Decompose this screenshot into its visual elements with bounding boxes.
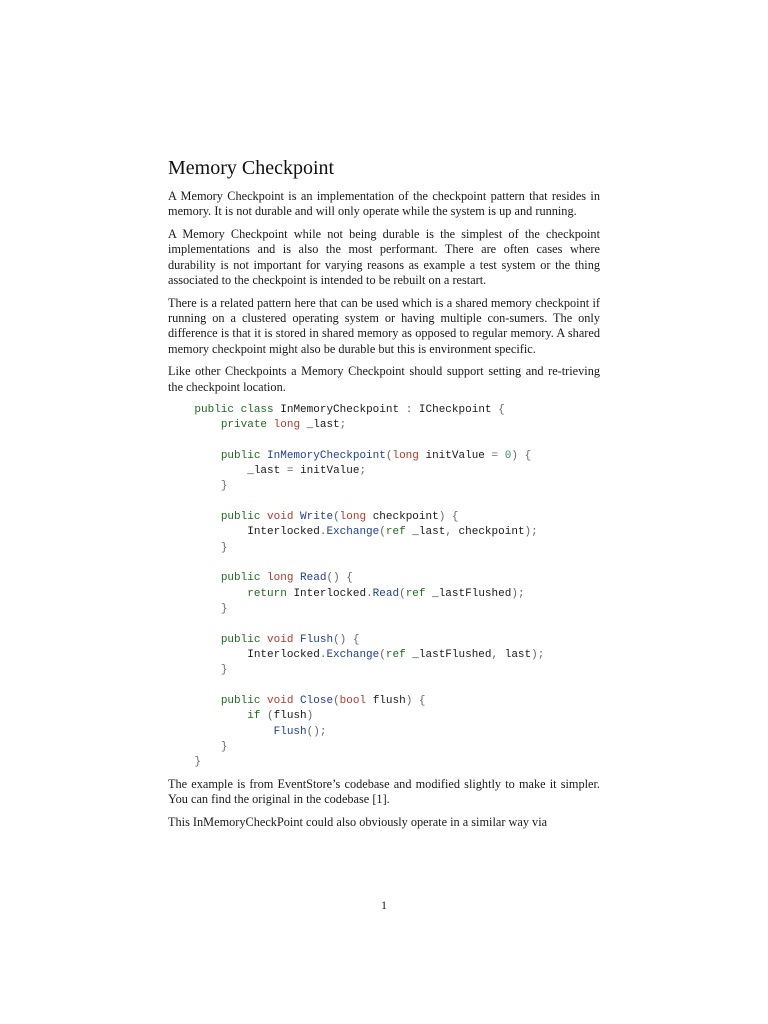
code-line: } [220, 603, 228, 616]
code-line: if (flush) [247, 710, 314, 723]
document-page [168, 156, 600, 838]
code-line: Interlocked.Exchange(ref _last, checkpoint); [247, 526, 538, 539]
code-line: public void Close(bool flush) { [220, 695, 426, 708]
code-line: public void Flush() { [220, 633, 360, 646]
code-line: } [220, 741, 228, 754]
code-line: return Interlocked.Read(ref _lastFlushed); [247, 587, 525, 600]
section-title: Memory Checkpoint [168, 157, 335, 179]
paragraph-5: The example is from EventStore’s codebase and modified slightly to make it simpler. You can find the original in the codebase [1]. [168, 776, 600, 807]
page-number: 1 [381, 898, 387, 912]
code-line: } [194, 756, 202, 769]
paragraph-4: Like other Checkpoints a Memory Checkpoint should support setting and re-trieving the checkpoint location. [168, 364, 600, 394]
code-line: } [220, 480, 228, 493]
code-line: public long Read() { [220, 572, 353, 585]
code-line: } [220, 541, 228, 554]
code-line: Interlocked.Exchange(ref _lastFlushed, last); [247, 649, 545, 662]
paragraph-6: This InMemoryCheckPoint could also obviously operate in a similar way via [168, 814, 548, 829]
code-line: public InMemoryCheckpoint(long initValue = 0) { [220, 449, 532, 462]
paragraph-3: There is a related pattern here that can be used which is a shared memory checkpoint if running on a clustered operating system or having multiple con-sumers. The only difference is that it is stored in shared memory as opposed to regular memory. A shared memory checkpoint might also be durable but this is environment specific. [168, 295, 600, 356]
code-line: } [220, 664, 228, 677]
code-line: public void Write(long checkpoint) { [220, 510, 459, 523]
code-line: public class InMemoryCheckpoint : ICheckpoint { [194, 403, 505, 416]
code-line: Flush(); [273, 725, 327, 738]
code-line: private long _last; [220, 418, 347, 431]
code-line: _last = initValue; [247, 464, 367, 477]
paragraph-2: A Memory Checkpoint while not being durable is the simplest of the checkpoint implementations and is also the most performant. There are often cases where durability is not important for varying reasons as example a test system or the thing associated to the checkpoint is intended to be rebuilt on a restart. [168, 227, 600, 287]
paragraph-1: A Memory Checkpoint is an implementation of the checkpoint pattern that resides in memory. It is not durable and will only operate while the system is up and running. [168, 189, 600, 219]
code-block [168, 403, 600, 771]
